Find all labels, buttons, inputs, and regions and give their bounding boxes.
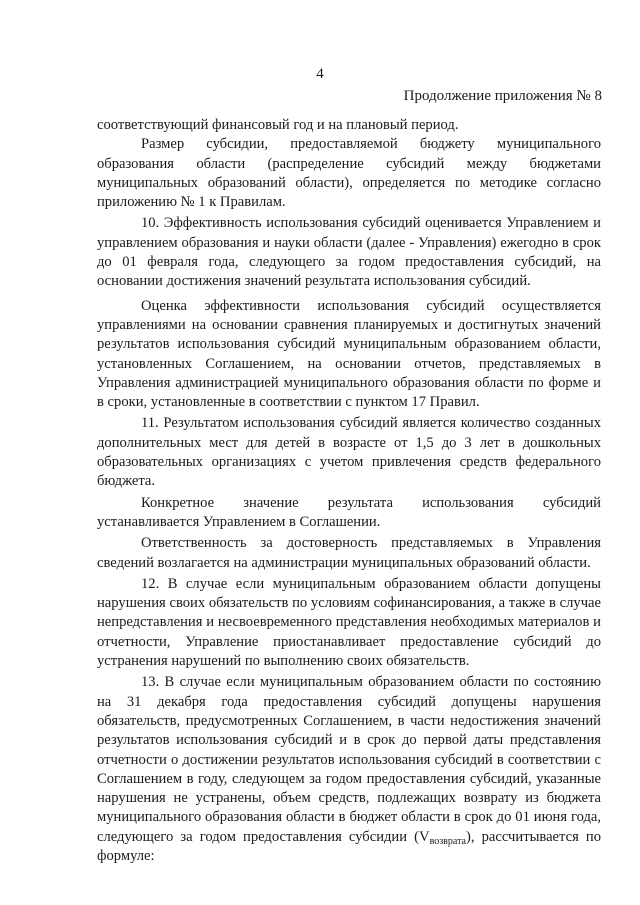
paragraph-13-subscript: возврата (429, 835, 466, 847)
paragraph-13-text: 13. В случае если муниципальным образованием области по состоянию на 31 декабря года предоставления субсидий допущены нарушения обязательств, предусмотренных Соглашением, в части недостижения значений результатов использования субсидий и в срок до первой даты представления отчетности о достижении результатов использования субсидий в соответствии с Соглашением в году, следующем за годом предоставления субсидий, указанные нарушения не устранены, объем средств, подлежащих возврату из бюджета муниципального образования области в бюджет области в срок до 01 июня года, следующего за годом предоставления субсидии (V (97, 674, 601, 845)
paragraph-efficiency-assessment: Оценка эффективности использования субсидий осуществляется управлениями на основании сравнения планируемых и достигнутых значений результатов использования субсидий муниципальным образованием области, установленных Соглашением, на основании отчетов, представляемых в Управления администрацией муниципального образования области по форме и в сроки, установленные в соответствии с пунктом 17 Правил. (97, 297, 601, 411)
paragraph-13 (97, 673, 601, 866)
paragraph-responsibility: Ответственность за достоверность представляемых в Управления сведений возлагается на администрации муниципальных образований области. (97, 535, 601, 571)
paragraph-11: 11. Результатом использования субсидий является количество созданных дополнительных мест для детей в возрасте от 1,5 до 3 лет в дошкольных образовательных организациях с учетом привлечения средств федерального бюджета. (97, 415, 601, 490)
page-number: 4 (316, 66, 324, 82)
paragraph-result-value: Конкретное значение результата использования субсидий устанавливается Управлением в Соглашении. (97, 494, 601, 530)
paragraph-13-tail: ), рассчитывается по формуле: (97, 828, 601, 864)
paragraph-continuation: соответствующий финансовый год и на плановый период. (97, 117, 459, 133)
paragraph-subsidy-size: Размер субсидии, предоставляемой бюджету муниципального образования области (распределение субсидий между бюджетами муниципальных образований области), определяется по методике согласно приложению № 1 к Правилам. (97, 136, 601, 211)
paragraph-12: 12. В случае если муниципальным образованием области допущены нарушения своих обязательств по условиям софинансирования, а также в случае непредставления и несвоевременного представления необходимых материалов и отчетности, Управление приостанавливает предоставление субсидий до устранения нарушений по выполнению своих обязательств. (97, 575, 601, 670)
appendix-continuation-note: Продолжение приложения № 8 (403, 88, 602, 104)
paragraph-10: 10. Эффективность использования субсидий оценивается Управлением и управлением образования и науки области (далее - Управления) ежегодно в срок до 01 февраля года, следующего за годом предоставления субсидий, на основании достижения значений результата использования субсидий. (97, 215, 601, 290)
document-body (97, 116, 601, 866)
